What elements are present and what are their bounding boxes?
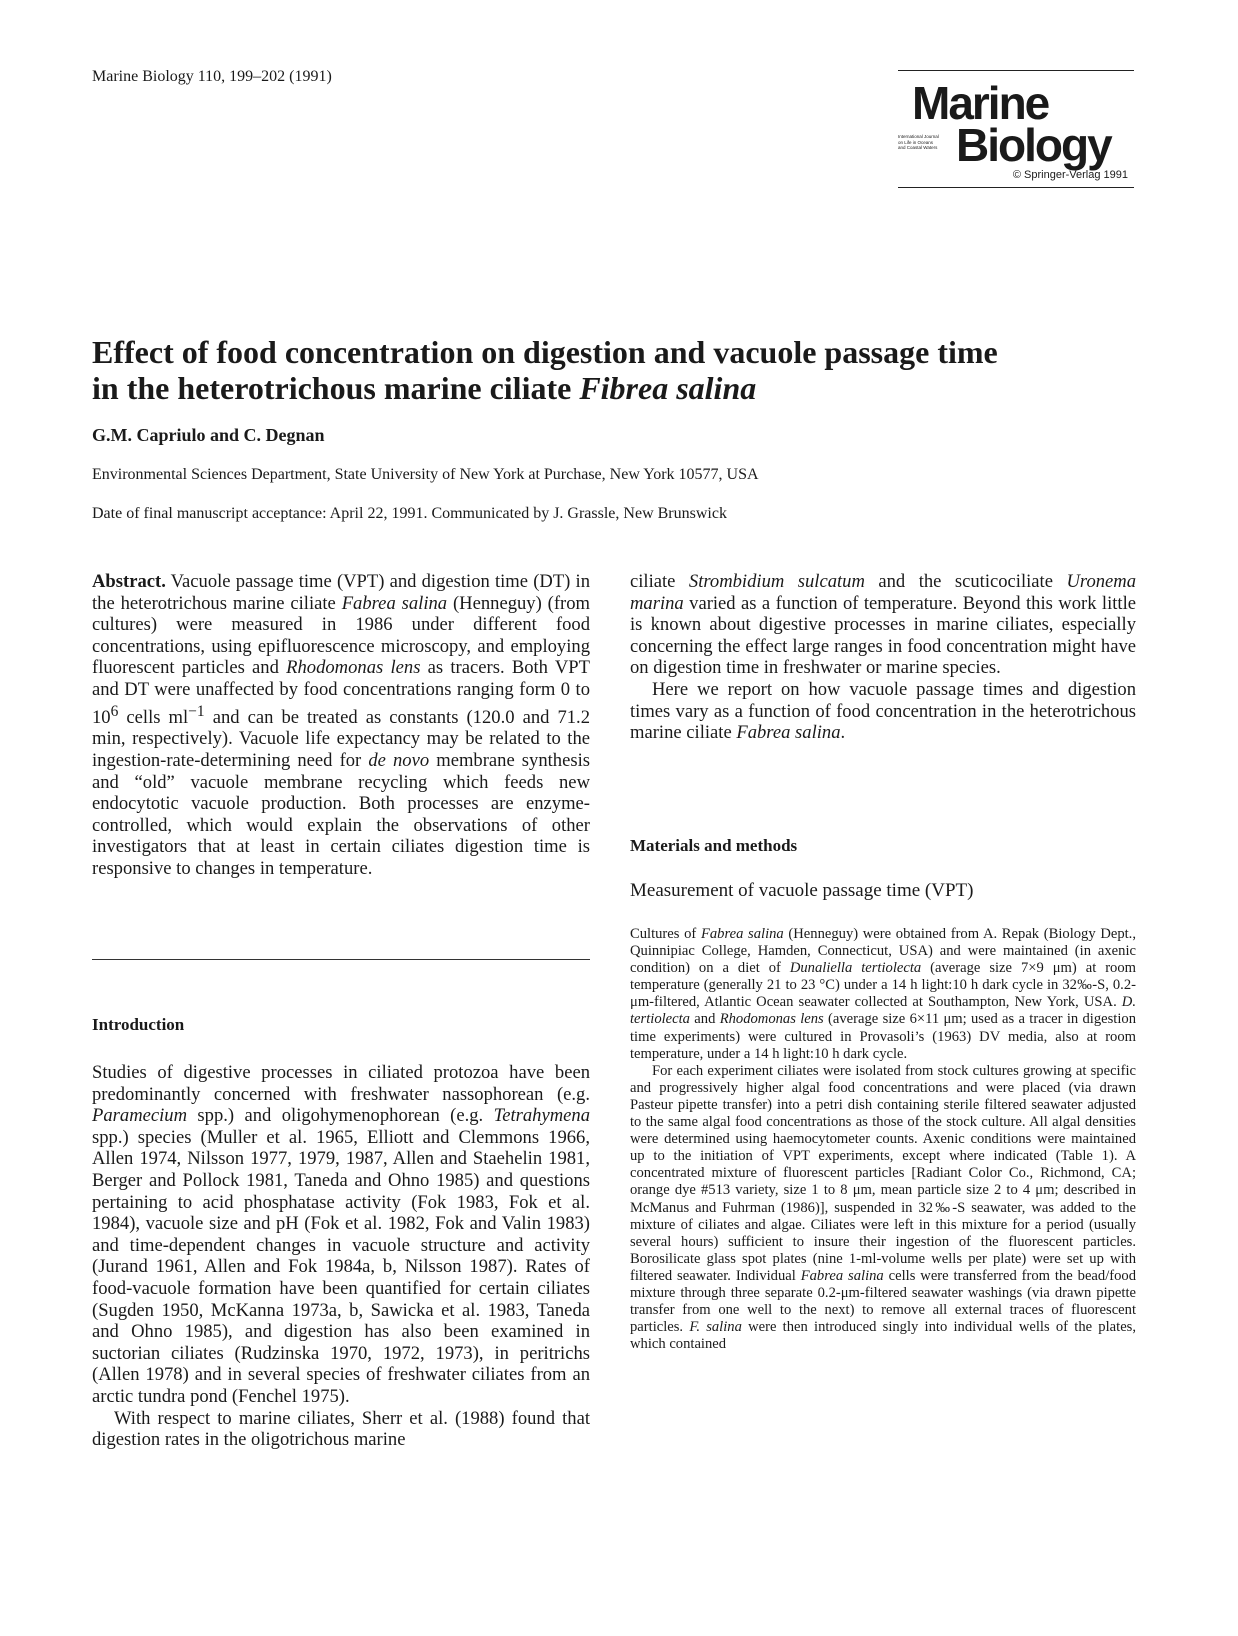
logo-top-rule (898, 70, 1134, 71)
introduction-paragraph (630, 571, 1136, 679)
abstract-label: Abstract. (92, 571, 166, 592)
logo-tagline-line: and Coastal Waters (898, 145, 938, 150)
publisher-copyright: © Springer-Verlag 1991 (1012, 169, 1128, 181)
logo-tagline-line: International Journal (898, 134, 939, 139)
intro-text: spp.) species (Muller et al. 1965, Elliott and Clemmons 1966, Allen 1974, Nilsson 1977, 1979, 1987, Allen and Staehelin 1981, Berger and Pollock 1981, Taneda and Ohno 1985) and questions pertaining to acid phosphatase activity (Fok 1983, Fok et al. 1984), vacuole size and pH (Fok et al. 1982, Fok and Valin 1983) and time-dependent changes in vacuole structure and activity (Jurand 1961, Allen and Fok 1984a, b, Nilsson 1987). Rates of food-vacuole formation have been quantified for certain ciliates (Sugden 1950, McKanna 1973a, b, Sawicka et al. 1983, Taneda and Ohno 1985), and digestion has also been examined in suctorian ciliates (Rudzinska 1970, 1972, 1973), in peritrichs (Allen 1978) and in several species of freshwater ciliates from an arctic tundra pond (Fenchel 1975). (92, 1126, 590, 1407)
abstract-text: membrane synthesis and “old” vacuole membrane recycling which feeds new endocytotic vacuole production. Both processes are enzyme-controlled, which would explain the observations of other investigators that at least in certain ciliates digestion time is responsive to changes in temperature. (92, 749, 590, 879)
methods-body (630, 926, 1136, 1353)
methods-text: were then introduced singly into individual wells of the plates, which contained (630, 1319, 1136, 1353)
abstract-text: cells ml (118, 706, 189, 728)
logo-word-marine: Marine (912, 77, 1049, 129)
methods-italic: Rhodomonas lens (719, 1011, 824, 1028)
intro-italic: Paramecium (92, 1105, 188, 1127)
logo-tagline-line: on Life in Oceans (898, 139, 934, 145)
introduction-paragraph: With respect to marine ciliates, Sherr et al. (1988) found that digestion rates in the oligotrichous marine (92, 1407, 590, 1451)
methods-italic: D. tertiolecta (630, 994, 1136, 1028)
abstract-italic: Fabrea salina (341, 592, 448, 614)
methods-italic: F. salina (689, 1319, 742, 1336)
title-line-2: in the heterotrichous marine ciliate (92, 370, 580, 406)
methods-text: (average size 6×11 μm; used as a tracer in digestion time experiments) were cultured in Provasoli’s (1963) DV media, also at room temperature, under a 14 h light:10 h dark cycle. (630, 1011, 1136, 1062)
introduction-continued (630, 571, 1136, 744)
intro-italic: Strombidium sulcatum (688, 571, 865, 592)
logo-word-biology: Biology (956, 119, 1111, 171)
intro-text: varied as a function of temperature. Beyond this work little is known about digestive processes in marine ciliates, especially concerning the effect large ranges in food concentration might have on digestion time in freshwater or marine species. (630, 592, 1136, 679)
introduction-paragraph (630, 679, 1136, 744)
methods-text: For each experiment ciliates were isolated from stock cultures growing at specific and progressively higher algal food concentrations and were placed (via drawn Pasteur pipette transfer) into a petri dish containing sterile filtered seawater adjusted to the same algal food concentrations as those of the stock culture. All algal densities were determined using haemocytometer counts. Axenic conditions were maintained up to the initiation of VPT experiments, except where indicated (Table 1). A concentrated mixture of fluorescent particles [Radiant Color Co., Richmond, CA; orange dye #513 variety, size 1 to 8 μm, mean particle size 2 to 4 μm; described in McManus and Fuhrman (1986)], suspended in 32‰-S seawater, was added to the mixture of ciliates and algae. Ciliates were left in this mixture for a period (usually several hours) sufficient to insure their ingestion of the fluorescent particles. Borosilicate glass spot plates (nine 1-ml-volume wells per plate) were set up with filtered seawater. Individual (630, 1062, 1136, 1284)
methods-text: cells were transferred from the bead/food mixture through three separate 0.2-μm-filtered seawater washings (via drawn pipette transfer from one well to the next) to remove all external traces of fluorescent particles. (630, 1267, 1136, 1336)
journal-logo (898, 70, 1134, 188)
journal-citation: Marine Biology 110, 199–202 (1991) (92, 68, 332, 85)
abstract-text: (Henneguy) (from cultures) were measured in 1986 under different food concentrations, using epifluorescence microscopy, and employing fluorescent particles and (92, 592, 591, 679)
intro-italic: Uronema marina (630, 571, 1137, 614)
abstract-superscript: −1 (188, 702, 205, 720)
methods-heading: Materials and methods (630, 836, 798, 855)
abstract-superscript: 6 (110, 702, 119, 720)
affiliation: Environmental Sciences Department, State University of New York at Purchase, New York 10577, USA (92, 466, 759, 483)
intro-italic: Fabrea salina (736, 722, 841, 744)
intro-text: . (840, 722, 846, 744)
intro-text: ciliate (630, 571, 689, 592)
abstract-text: Vacuole passage time (VPT) and digestion time (DT) in the heterotrichous marine ciliate (92, 571, 590, 614)
intro-italic: Tetrahymena (493, 1105, 590, 1127)
logo-bottom-rule (898, 187, 1134, 188)
abstract-paragraph (92, 571, 590, 880)
abstract-divider (92, 959, 590, 960)
methods-paragraph (630, 926, 1136, 1063)
methods-paragraph (630, 1063, 1136, 1354)
abstract-text: as tracers. Both VPT and DT were unaffected by food concentrations ranging form 0 to 10 (92, 657, 591, 728)
article-title (92, 334, 1152, 406)
methods-italic: Fabrea salina (800, 1267, 884, 1284)
authors: G.M. Capriulo and C. Degnan (92, 425, 325, 445)
methods-text: and (689, 1011, 720, 1028)
methods-text: Cultures of (630, 926, 701, 942)
intro-text: Studies of digestive processes in ciliated protozoa have been predominantly concerned with freshwater nassophorean (e.g. (92, 1062, 590, 1105)
intro-text: spp.) and oligohymenophorean (e.g. (187, 1105, 494, 1127)
abstract-italic: de novo (368, 749, 430, 771)
methods-text: (average size 7×9 μm) at room temperature (generally 21 to 23 °C) under a 14 h light:10 h dark cycle in 32‰-S, 0.2-μm-filtered, Atlantic Ocean seawater collected at Southampton, New York, USA. (630, 960, 1136, 1011)
introduction-body (92, 1062, 590, 1451)
abstract-italic: Rhodomonas lens (286, 657, 421, 679)
abstract (92, 571, 590, 880)
intro-text: and the scuticociliate (864, 571, 1067, 592)
abstract-text: and can be treated as constants (120.0 and 71.2 min, respectively). Vacuole life expectancy may be related to the ingestion-rate-determining need for (92, 706, 591, 771)
logo-tagline (898, 134, 954, 151)
introduction-paragraph (92, 1062, 590, 1408)
title-line-1: Effect of food concentration on digestion and vacuole passage time (92, 334, 998, 370)
title-species: Fibrea salina (579, 370, 757, 406)
methods-italic: Dunaliella tertiolecta (789, 960, 922, 977)
manuscript-dates: Date of final manuscript acceptance: April 22, 1991. Communicated by J. Grassle, New Brunswick (92, 505, 727, 522)
introduction-heading: Introduction (92, 1015, 185, 1034)
methods-subheading: Measurement of vacuole passage time (VPT) (630, 880, 974, 901)
methods-text: (Henneguy) were obtained from A. Repak (Biology Dept., Quinnipiac College, Hamden, Connecticut, USA) and were maintained (in axenic condition) on a diet of (630, 926, 1136, 977)
intro-text: Here we report on how vacuole passage times and digestion times vary as a function of food concentration in the heterotrichous marine ciliate (630, 678, 1136, 744)
methods-italic: Fabrea salina (700, 926, 784, 942)
